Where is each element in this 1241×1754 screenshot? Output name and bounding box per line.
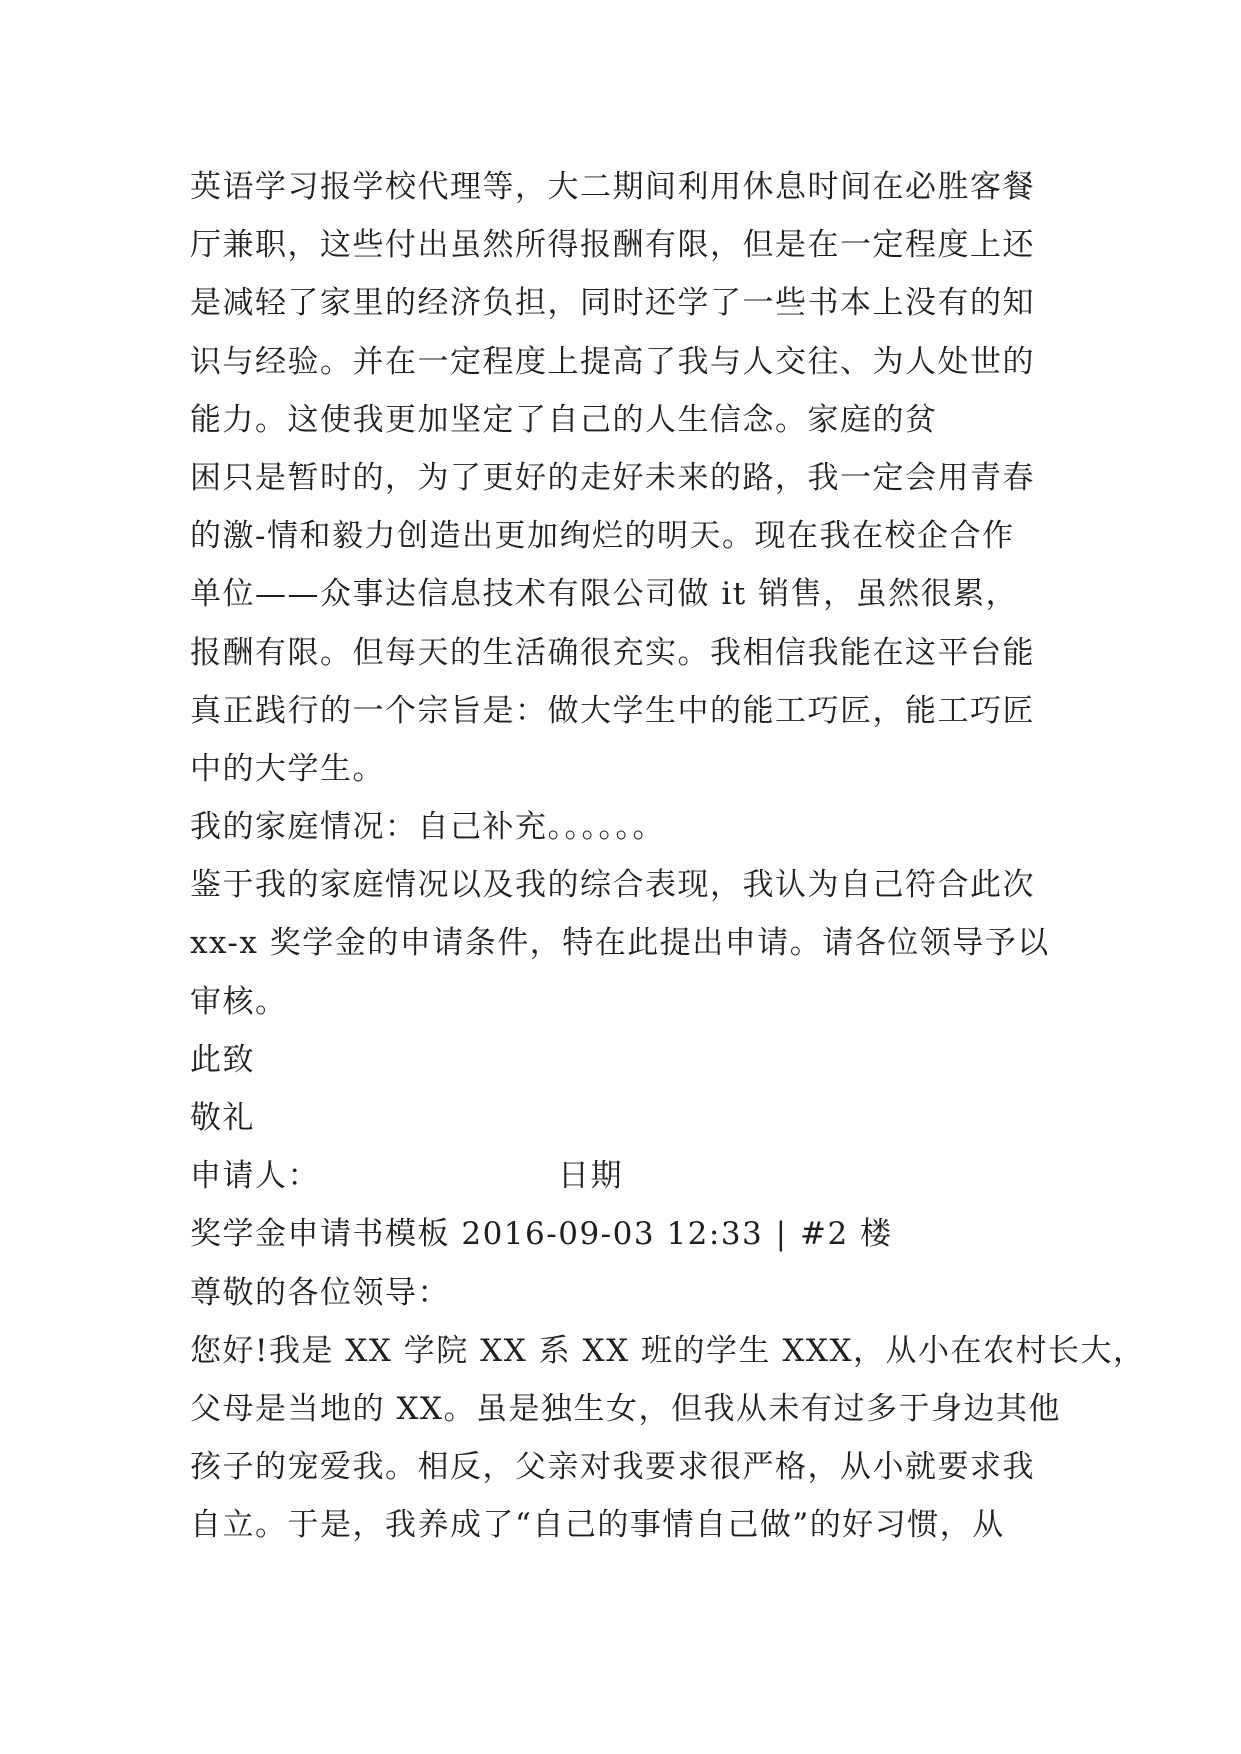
signature-row <box>190 1147 1070 1205</box>
body-line: 审核。 <box>190 983 288 1020</box>
closing-salutation: 此致 <box>190 1041 255 1078</box>
body-line: 您好!我是 XX 学院 XX 系 XX 班的学生 XXX，从小在农村长大， <box>190 1332 1146 1369</box>
post-separator: | <box>775 1216 788 1253</box>
document-body <box>190 158 1146 1555</box>
body-line: 中的大学生。 <box>190 750 385 787</box>
body-line: 父母是当地的 XX。虽是独生女，但我从未有过多于身边其他 <box>190 1390 1061 1427</box>
body-line: 困只是暂时的，为了更好的走好未来的路，我一定会用青春 <box>190 459 1035 496</box>
body-line: 孩子的宠爱我。相反，父亲对我要求很严格，从小就要求我 <box>190 1449 1035 1486</box>
post-floor: #2 楼 <box>800 1216 893 1253</box>
body-line: 的激-情和毅力创造出更加绚烂的明天。现在我在校企合作 <box>190 518 1015 555</box>
body-line: xx-x 奖学金的申请条件，特在此提出申请。请各位领导予以 <box>190 925 1050 962</box>
body-line: 鉴于我的家庭情况以及我的综合表现，我认为自己符合此次 <box>190 867 1035 904</box>
applicant-label: 申请人： <box>190 1158 320 1195</box>
post-title: 奖学金申请书模板 2016-09-03 12:33 <box>190 1216 764 1253</box>
letter-greeting: 尊敬的各位领导： <box>190 1274 450 1311</box>
body-line: 能力。这使我更加坚定了自己的人生信念。家庭的贫 <box>190 401 938 438</box>
date-label: 日期 <box>558 1158 623 1195</box>
closing-regards: 敬礼 <box>190 1100 255 1136</box>
post-header <box>190 1205 1070 1263</box>
body-line: 真正践行的一个宗旨是：做大学生中的能工巧匠，能工巧匠 <box>190 692 1035 729</box>
body-line: 单位——众事达信息技术有限公司做 it 销售，虽然很累， <box>190 576 1019 613</box>
body-line: 是减轻了家里的经济负担，同时还学了一些书本上没有的知 <box>190 285 1035 322</box>
family-situation-line: 我的家庭情况：自己补充。。。。。。 <box>190 809 665 846</box>
body-line: 自立。于是，我养成了“自己的事情自己做”的好习惯，从 <box>190 1507 1005 1544</box>
body-line: 报酬有限。但每天的生活确很充实。我相信我能在这平台能 <box>190 634 1035 671</box>
body-line: 厅兼职，这些付出虽然所得报酬有限，但是在一定程度上还 <box>190 227 1035 264</box>
body-line: 英语学习报学校代理等，大二期间利用休息时间在必胜客餐 <box>190 169 1035 205</box>
body-line: 识与经验。并在一定程度上提高了我与人交往、为人处世的 <box>190 343 1035 380</box>
